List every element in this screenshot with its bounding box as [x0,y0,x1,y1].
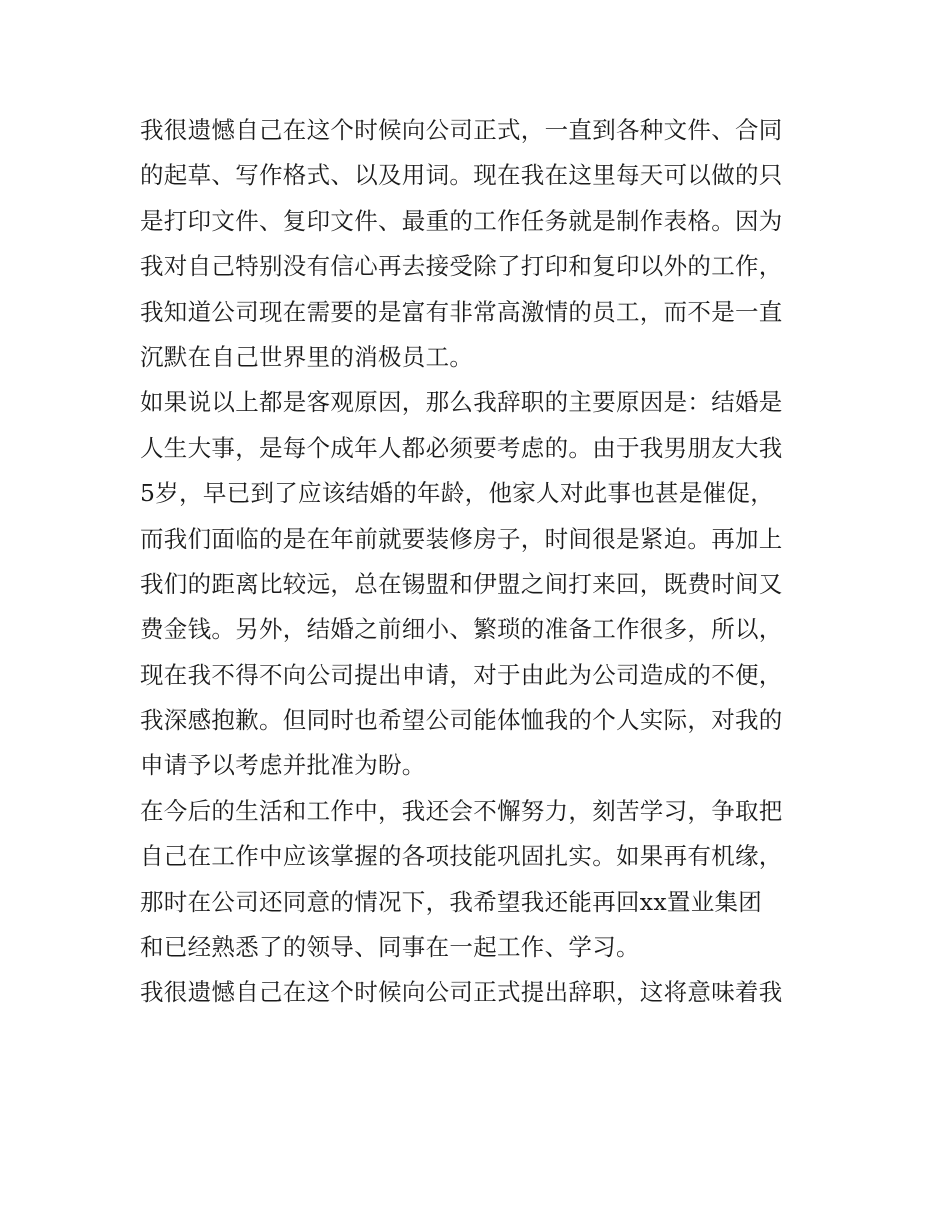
text-line: 我很遗憾自己在这个时候向公司正式，一直到各种文件、合同 [140,116,783,144]
text-line: 如果说以上都是客观原因，那么我辞职的主要原因是：结婚是 [140,388,783,417]
text-line: 人生大事，是每个成年人都必须要考虑的。由于我男朋友大我 [140,433,783,462]
text-line: 申请予以考虑并批准为盼。 [140,751,426,780]
text-line: 我们的距离比较远，总在锡盟和伊盟之间打来回，既费时间又 [140,569,783,598]
document-body [140,108,820,1016]
text-line: 现在我不得不向公司提出申请，对于由此为公司造成的不便， [140,660,783,689]
text-line: 我很遗憾自己在这个时候向公司正式提出辞职，这将意味着我 [140,978,783,1007]
paragraph [140,970,820,1015]
paragraph [140,789,820,971]
text-line: 我知道公司现在需要的是富有非常高激情的员工，而不是一直 [140,297,783,326]
text-line: 我深感抱歉。但同时也希望公司能体恤我的个人实际，对我的 [140,706,783,735]
text-line: 我对自己特别没有信心再去接受除了打印和复印以外的工作， [140,252,783,281]
text-line: 和已经熟悉了的领导、同事在一起工作、学习。 [140,933,640,962]
text-line: 费金钱。另外，结婚之前细小、繁琐的准备工作很多，所以， [140,615,783,644]
text-line: 而我们面临的是在年前就要装修房子，时间很是紧迫。再加上 [140,524,783,553]
paragraph [140,108,820,380]
text-line: 在今后的生活和工作中，我还会不懈努力，刻苦学习，争取把 [140,796,783,825]
paragraph [140,380,820,789]
text-line: 沉默在自己世界里的消极员工。 [140,342,474,371]
text-line: 是打印文件、复印文件、最重的工作任务就是制作表格。因为 [140,206,783,235]
text-line: 5岁，早已到了应该结婚的年龄，他家人对此事也甚是催促， [140,479,775,508]
text-line: 的起草、写作格式、以及用词。现在我在这里每天可以做的只 [140,161,783,190]
text-line: 那时在公司还同意的情况下，我希望我还能再回xx置业集团 [140,887,763,916]
text-line: 自己在工作中应该掌握的各项技能巩固扎实。如果再有机缘， [140,842,783,871]
